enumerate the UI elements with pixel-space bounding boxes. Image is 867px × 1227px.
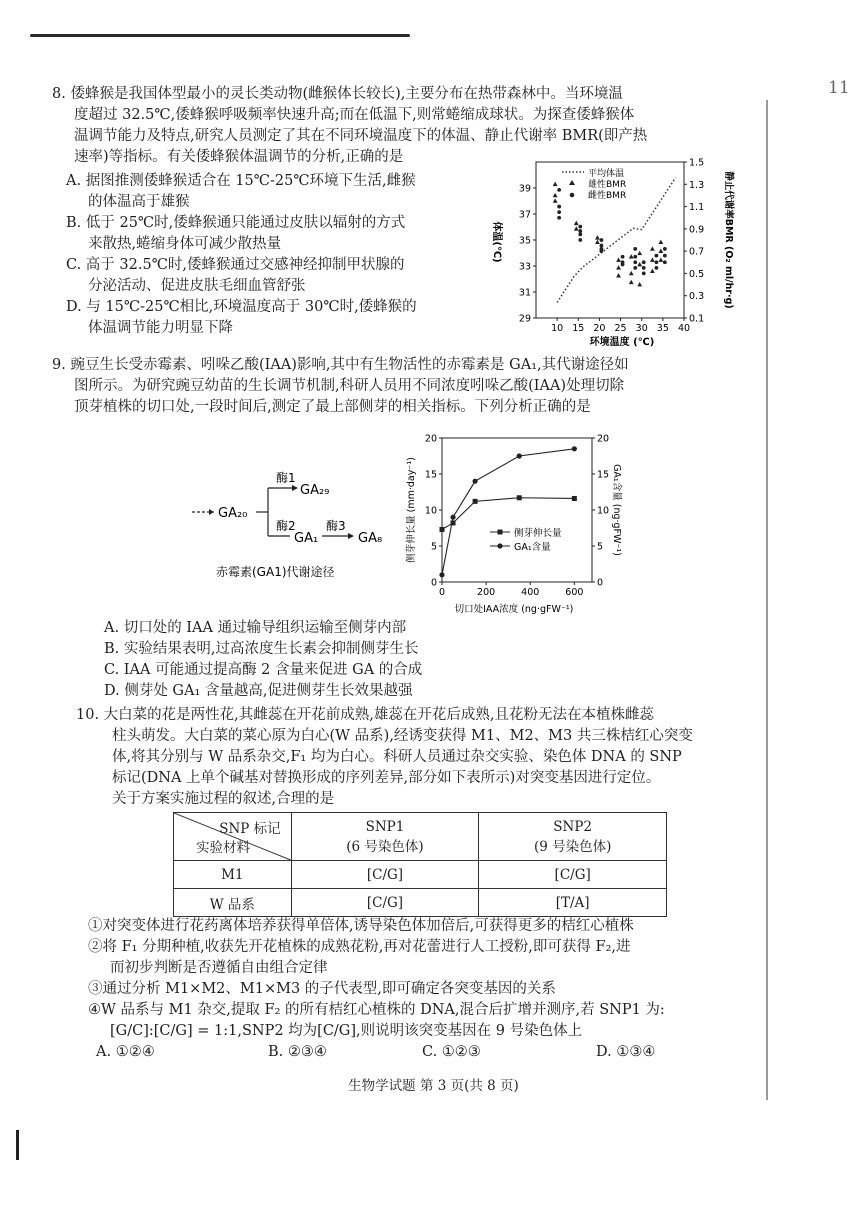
q8-option-d: D. 与 15℃-25℃相比,环境温度高于 30℃时,倭蜂猴的 <box>66 299 417 315</box>
chart1-x-tick-label: 10 <box>551 323 564 334</box>
q10-statement-2-cont: 而初步判断是否遵循自由组合定律 <box>110 960 328 976</box>
chart2-left-tick-label: 15 <box>424 469 437 481</box>
q9-line: 顶芽植株的切口处,一段时间后,测定了最上部侧芽的相关指标。下列分析正确的是 <box>74 399 591 415</box>
q8-option-a: A. 据图推测倭蜂猴适合在 15℃-25℃环境下生活,雌猴 <box>66 173 416 189</box>
left-margin-mark <box>16 1130 19 1160</box>
q8-option-a-cont: 的体温高于雄猴 <box>88 194 190 210</box>
ga8-label: GA₈ <box>358 531 383 546</box>
q10-choice-a: A. ①②④ <box>96 1044 155 1060</box>
q10-line: 标记(DNA 上单个碱基对替换形成的序列差异,部分如下表所示)对突变基因进行定位。 <box>112 770 661 786</box>
female-bmr-point <box>578 233 582 237</box>
female-bmr-point <box>621 255 625 259</box>
ga1-content-point <box>572 446 577 451</box>
question-10-statements <box>88 916 768 1042</box>
female-bmr-point <box>578 238 582 242</box>
bud-elongation-point <box>517 495 522 500</box>
ga29-label: GA₂₉ <box>300 483 330 498</box>
male-bmr-point <box>650 257 655 261</box>
chart1-left-tick-label: 33 <box>518 261 531 273</box>
male-bmr-point <box>553 193 558 197</box>
bud-elongation-point <box>572 496 577 501</box>
q8-line: 度超过 32.5℃,倭蜂猴呼吸频率快速升高;而在低温下,则常蜷缩成球状。为探查倭蜂猴体 <box>74 107 635 123</box>
snp-marker-table <box>173 812 667 917</box>
row-snp2: [T/A] <box>479 889 667 917</box>
chart1-right-tick-label: 0.9 <box>689 224 705 236</box>
female-bmr-point <box>633 255 637 259</box>
q9-line: 9. 豌豆生长受赤霉素、吲哚乙酸(IAA)影响,其中有生物活性的赤霉素是 GA₁,其代谢途径如 <box>52 357 629 373</box>
chart1-x-tick-label: 25 <box>614 323 627 334</box>
legend-bud-elongation: 侧芽伸长量 <box>514 528 562 539</box>
female-bmr-point <box>655 260 659 264</box>
row-material: M1 <box>174 861 292 889</box>
male-bmr-point <box>650 269 655 273</box>
male-bmr-point <box>629 280 634 284</box>
table-corner-cell <box>174 813 292 861</box>
enzyme2-label: 酶2 <box>276 519 296 533</box>
series-ga1-line <box>442 449 574 575</box>
chart2-right-tick-label: 20 <box>597 433 610 445</box>
female-bmr-point <box>663 260 667 264</box>
ga1-content-point <box>439 572 444 577</box>
female-bmr-point <box>557 216 561 220</box>
female-bmr-point <box>663 247 667 251</box>
q10-line: 体,将其分别与 W 品系杂交,F₁ 均为白心。科研人员通过杂交实验、染色体 DNA 的 SNP <box>112 749 682 765</box>
chart2-plot-area <box>442 438 592 582</box>
chart2-marks <box>439 446 577 577</box>
male-bmr-point <box>637 262 642 266</box>
question-9-options <box>104 618 704 702</box>
female-bmr-point <box>655 266 659 270</box>
female-bmr-point <box>557 210 561 214</box>
q10-statement-4-cont: [G/C]:[C/G] = 1:1,SNP2 均为[C/G],则说明该突变基因在 9 号染色体上 <box>110 1023 583 1039</box>
chart2-left-tick-label: 10 <box>424 505 437 517</box>
female-bmr-point <box>557 188 561 192</box>
chart1-xlabel: 环境温度 (℃) <box>589 337 655 348</box>
q8-line: 速率)等指标。有关倭蜂猴体温调节的分析,正确的是 <box>74 149 404 165</box>
female-bmr-point <box>663 254 667 258</box>
chart1-legend <box>562 167 626 201</box>
bud-elongation-point <box>440 527 445 532</box>
male-bmr-point <box>658 257 663 261</box>
chart1-x-tick-label: 20 <box>593 323 606 334</box>
chart2-left-tick-label: 20 <box>424 433 437 445</box>
table-row <box>174 861 667 889</box>
chart1-left-tick-label: 29 <box>518 313 531 325</box>
q8-option-c-cont: 分泌活动、促进皮肤毛细血管舒张 <box>88 278 306 294</box>
header-material: 实验材料 <box>196 840 250 856</box>
ga1-content-point <box>472 479 477 484</box>
q8-option-d-cont: 体温调节能力明显下降 <box>88 320 233 336</box>
chart1-right-tick-label: 0.1 <box>689 313 705 325</box>
chart1-left-tick-label: 31 <box>518 287 531 299</box>
q10-line: 柱头萌发。大白菜的菜心原为白心(W 品系),经诱变获得 M1、M2、M3 共三株桔红心突变 <box>112 728 693 744</box>
iaa-response-chart <box>402 424 632 618</box>
chart2-right-ticks <box>592 434 609 589</box>
q10-statement-4: ④W 品系与 M1 杂交,提取 F₂ 的所有桔红心植株的 DNA,混合后扩增并测序,若 SNP1 为: <box>88 1002 665 1018</box>
female-bmr-point <box>557 205 561 209</box>
chart2-x-tick-label: 0 <box>438 587 446 598</box>
chart1-right-tick-label: 1.5 <box>689 157 705 169</box>
male-bmr-point <box>616 257 621 261</box>
chart1-x-ticks <box>551 318 690 334</box>
pathway-caption: 赤霉素(GA1)代谢途径 <box>216 565 335 579</box>
chart2-right-tick-label: 10 <box>597 505 610 517</box>
male-bmr-point <box>637 282 642 286</box>
top-scan-rule <box>30 34 410 37</box>
chart2-x-tick-label: 200 <box>477 587 496 598</box>
male-bmr-point <box>629 254 634 258</box>
question-8-options <box>66 171 476 339</box>
female-bmr-point <box>642 272 646 276</box>
chart2-left-ticks <box>425 434 442 589</box>
q10-line: 关于方案实施过程的叙述,合理的是 <box>112 791 335 807</box>
q8-option-c: C. 高于 32.5℃时,倭蜂猴通过交感神经抑制甲状腺的 <box>66 257 405 273</box>
female-bmr-point <box>655 254 659 258</box>
ga1-content-point <box>517 453 522 458</box>
male-bmr-point <box>574 221 579 225</box>
female-bmr-point <box>642 260 646 264</box>
snp1-name: SNP1 <box>365 818 405 835</box>
female-bmr-point <box>633 266 637 270</box>
male-bmr-point <box>553 182 558 186</box>
chart2-left-tick-label: 0 <box>430 577 437 589</box>
q10-choice-b: B. ②③④ <box>268 1044 327 1060</box>
header-snp-marker: SNP 标记 <box>219 821 281 837</box>
female-bmr-point <box>621 260 625 264</box>
q8-line: 温调节能力及特点,研究人员测定了其在不同环境温度下的体温、静止代谢率 BMR(即产热 <box>74 128 648 144</box>
male-bmr-point <box>658 240 663 244</box>
female-bmr-point <box>600 244 604 248</box>
q9-option-d: D. 侧芽处 GA₁ 含量越高,促进侧芽生长效果越强 <box>104 683 413 699</box>
row-snp1: [C/G] <box>291 861 479 889</box>
q9-option-c: C. IAA 可能通过提高酶 2 含量来促进 GA 的合成 <box>104 662 423 678</box>
row-snp1: [C/G] <box>291 889 479 917</box>
question-9-stem <box>52 355 772 418</box>
chart1-x-tick-label: 35 <box>656 323 669 334</box>
q9-option-a: A. 切口处的 IAA 通过输导组织运输至侧芽内部 <box>104 620 407 636</box>
chart2-xlabel: 切口处IAA浓度 (ng·gFW⁻¹) <box>454 604 574 615</box>
ga1-content-point <box>450 515 455 520</box>
chart2-x-tick-label: 600 <box>565 587 584 598</box>
male-bmr-point <box>595 235 600 239</box>
q10-line: 10. 大白菜的花是两性花,其雌蕊在开花前成熟,雄蕊在开花后成熟,且花粉无法在本植株雌蕊 <box>76 707 654 723</box>
male-bmr-point <box>574 226 579 230</box>
male-bmr-point <box>595 240 600 244</box>
snp2-name: SNP2 <box>553 818 593 835</box>
row-material: W 品系 <box>174 889 292 917</box>
female-bmr-point <box>600 247 604 251</box>
q9-line: 图所示。为研究豌豆幼苗的生长调节机制,科研人员用不同浓度吲哚乙酸(IAA)处理切除 <box>74 378 625 394</box>
chart1-x-tick-label: 40 <box>677 323 691 334</box>
chart2-right-tick-label: 0 <box>597 577 604 589</box>
male-bmr-point <box>650 246 655 250</box>
female-bmr-point <box>600 238 604 242</box>
q10-statement-1: ①对突变体进行花药离体培养获得单倍体,诱导染色体加倍后,可获得更多的桔红心植株 <box>88 918 634 934</box>
header-snp1 <box>291 813 479 861</box>
snp1-chromosome: (6 号染色体) <box>346 838 424 855</box>
chart2-left-tick-label: 5 <box>430 541 437 553</box>
chart1-right-tick-label: 0.3 <box>689 291 705 303</box>
chart2-legend <box>490 527 562 553</box>
female-bmr-point <box>642 266 646 270</box>
chart2-ylabel-right: GA₁含量 (ng·gFW⁻¹) <box>611 464 622 556</box>
female-bmr-point <box>633 260 637 264</box>
legend-ga1-content: GA₁含量 <box>514 542 551 553</box>
table-row <box>174 889 667 917</box>
corner-mark: 11 <box>828 78 850 98</box>
chart1-left-tick-label: 37 <box>518 209 531 221</box>
chart2-x-tick-label: 400 <box>521 587 540 598</box>
question-10-stem <box>76 705 776 810</box>
header-snp2 <box>479 813 667 861</box>
ga20-label: GA₂₀ <box>218 506 248 521</box>
chart2-ylabel-left: 侧芽伸长量 (mm·day⁻¹) <box>406 457 417 563</box>
chart1-right-tick-label: 1.3 <box>689 179 705 191</box>
enzyme3-label: 酶3 <box>326 519 346 533</box>
male-bmr-point <box>553 198 558 202</box>
chart1-x-tick-label: 15 <box>572 323 585 334</box>
chart1-right-tick-label: 0.7 <box>689 246 705 258</box>
enzyme1-label: 酶1 <box>276 471 296 485</box>
q8-line: 8. 倭蜂猴是我国体型最小的灵长类动物(雌猴体长较长),主要分布在热带森林中。当环境温 <box>52 86 623 102</box>
q8-option-b: B. 低于 25℃时,倭蜂猴通只能通过皮肤以辐射的方式 <box>66 215 406 231</box>
q10-statement-2: ②将 F₁ 分期种植,收获先开花植株的成熟花粉,再对花蕾进行人工授粉,即可获得 F₂,进 <box>88 939 631 955</box>
ga-metabolic-pathway <box>180 464 410 584</box>
male-bmr-point <box>637 251 642 255</box>
temperature-bmr-chart <box>476 152 742 348</box>
chart1-right-ticks <box>684 158 704 325</box>
female-bmr-point <box>578 229 582 233</box>
q9-option-b: B. 实验结果表明,过高浓度生长素会抑制侧芽生长 <box>104 641 419 657</box>
male-bmr-point <box>616 273 621 277</box>
chart2-right-tick-label: 15 <box>597 469 610 481</box>
chart1-right-tick-label: 0.5 <box>689 268 705 280</box>
chart2-right-tick-label: 5 <box>597 541 604 553</box>
male-bmr-point <box>658 249 663 253</box>
q8-option-b-cont: 来散热,蜷缩身体可减少散热量 <box>88 236 282 252</box>
chart1-x-tick-label: 30 <box>635 323 648 334</box>
bud-elongation-point <box>473 499 478 504</box>
chart1-right-tick-label: 1.1 <box>689 202 705 214</box>
legend-average-temp: 平均体温 <box>588 169 625 179</box>
ga1-label: GA₁ <box>294 531 319 546</box>
female-bmr-point <box>633 247 637 251</box>
chart2-x-ticks <box>439 582 583 598</box>
legend-male-bmr: 雄性BMR <box>588 180 627 190</box>
female-bmr-point <box>578 225 582 229</box>
q10-choice-d: D. ①③④ <box>596 1044 656 1060</box>
male-bmr-point <box>616 265 621 269</box>
chart1-left-ticks <box>519 184 536 325</box>
legend-female-bmr: 雌性BMR <box>588 191 627 201</box>
male-bmr-point <box>629 271 634 275</box>
table-header-row <box>174 813 667 861</box>
chart1-left-tick-label: 35 <box>518 235 531 247</box>
chart1-left-tick-label: 39 <box>518 183 531 195</box>
q10-statement-3: ③通过分析 M1×M2、M1×M3 的子代表型,即可确定各突变基因的关系 <box>88 981 556 997</box>
chart1-ylabel-right: 静止代谢率BMR (O₂ ml/hr·g) <box>723 171 734 309</box>
q10-choice-c: C. ①②③ <box>422 1044 481 1060</box>
page-footer: 生物学试题 第 3 页(共 8 页) <box>348 1078 519 1094</box>
chart1-ylabel-left: 体温(℃) <box>491 221 502 263</box>
row-snp2: [C/G] <box>479 861 667 889</box>
snp2-chromosome: (9 号染色体) <box>533 838 612 855</box>
